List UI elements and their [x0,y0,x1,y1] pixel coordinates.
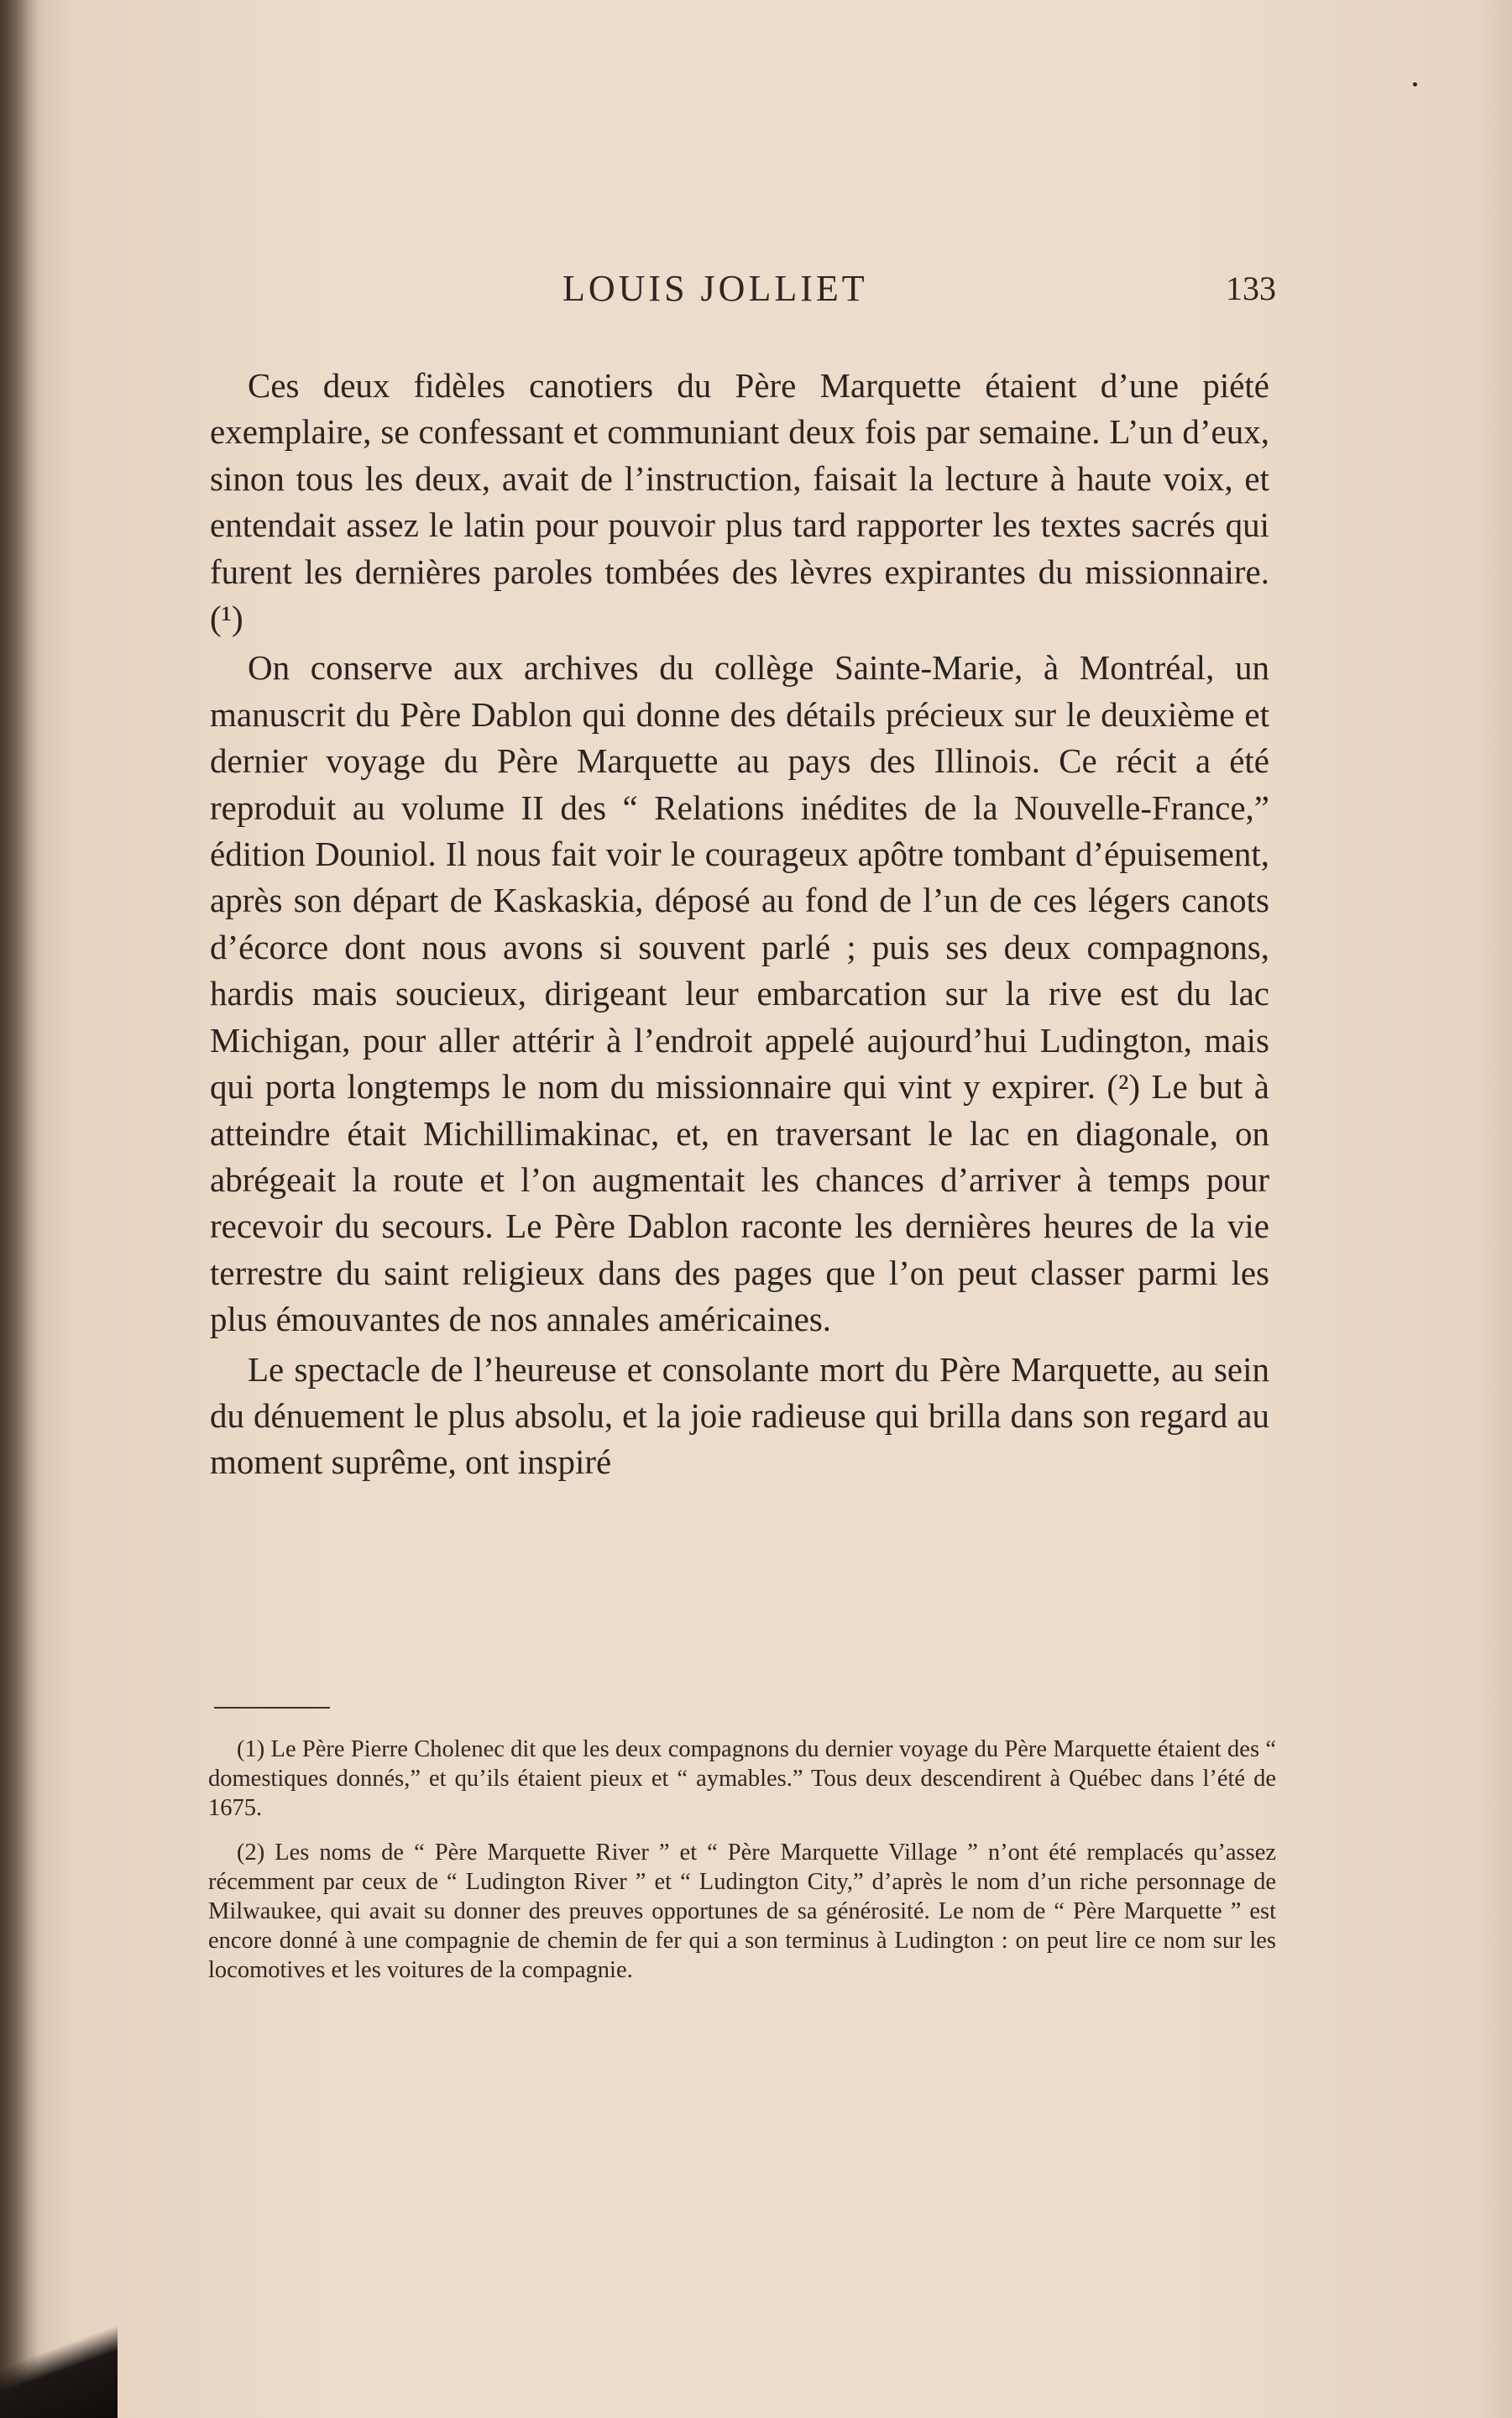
page-header [210,267,1276,317]
paragraph: On conserve aux archives du collège Sainte-Marie, à Montréal, un manuscrit du Père Dablon qui donne des détails précieux sur le deuxième et dernier voyage du Père Marquette au pays des Illinois. Ce récit a été reproduit au volume II des “ Relations inédites de la Nouvelle-France,” édition Douniol. Il nous fait voir le courageux apôtre tombant d’épuisement, après son départ de Kaskaskia, déposé au fond de l’un de ces légers canots d’écorce dont nous avons si souvent parlé ; puis ses deux compagnons, hardis mais soucieux, dirigeant leur embarcation sur la rive est du lac Michigan, pour aller attérir à l’endroit appelé aujourd’hui Ludington, mais qui porta longtemps le nom du missionnaire qui vint y expirer. (²) Le but à atteindre était Michillimakinac, et, en traversant le lac en diagonale, on abrégeait la route et l’on augmentait les chances d’arriver à temps pour recevoir du secours. Le Père Dablon raconte les dernières heures de la vie terrestre du saint religieux dans des pages que l’on peut classer parmi les plus émouvantes de nos annales américaines. [210,648,1269,1339]
page-number: 133 [1226,270,1276,307]
paragraph: Ces deux fidèles canotiers du Père Marquette étaient d’une piété exemplaire, se confessant et communiant deux fois par semaine. L’un d’eux, sinon tous les deux, avait de l’instruction, faisait la lecture à haute voix, et entendait assez le latin pour pouvoir plus tard rapporter les textes sacrés qui furent les dernières paroles tombées des lèvres expirantes du missionnaire. (¹) [210,366,1269,638]
spine-shadow [0,0,39,2418]
running-head: LOUIS JOLLIET [562,268,868,309]
page-corner-shadow [0,2292,118,2418]
ink-speck [1413,82,1417,86]
paragraph: Le spectacle de l’heureuse et consolante mort du Père Marquette, au sein du dénuement le plus absolu, et la joie radieuse qui brilla dans son regard au moment suprême, ont inspiré [210,1349,1269,1482]
footnotes [208,1735,1276,1985]
footnote: (2) Les noms de “ Père Marquette River ” et “ Père Marquette Village ” n’ont été remplacés qu’assez récemment par ceux de “ Ludington River ” et “ Ludington City,” d’après le nom d’un riche personnage de Milwaukee, qui avait su donner des preuves opportunes de sa générosité. Le nom de “ Père Marquette ” est encore donné à une compagnie de chemin de fer qui a son terminus à Ludington : on peut lire ce nom sur les locomotives et les voitures de la compagnie. [208,1840,1276,1983]
footnote: (1) Le Père Pierre Cholenec dit que les deux compagnons du dernier voyage du Père Marquette étaient des “ domestiques donnés,” et qu’ils étaient pieux et “ aymables.” Tous deux descendirent à Québec dans l’été de 1675. [208,1736,1276,1821]
main-text [210,363,1269,1486]
footnote-rule [214,1707,330,1709]
